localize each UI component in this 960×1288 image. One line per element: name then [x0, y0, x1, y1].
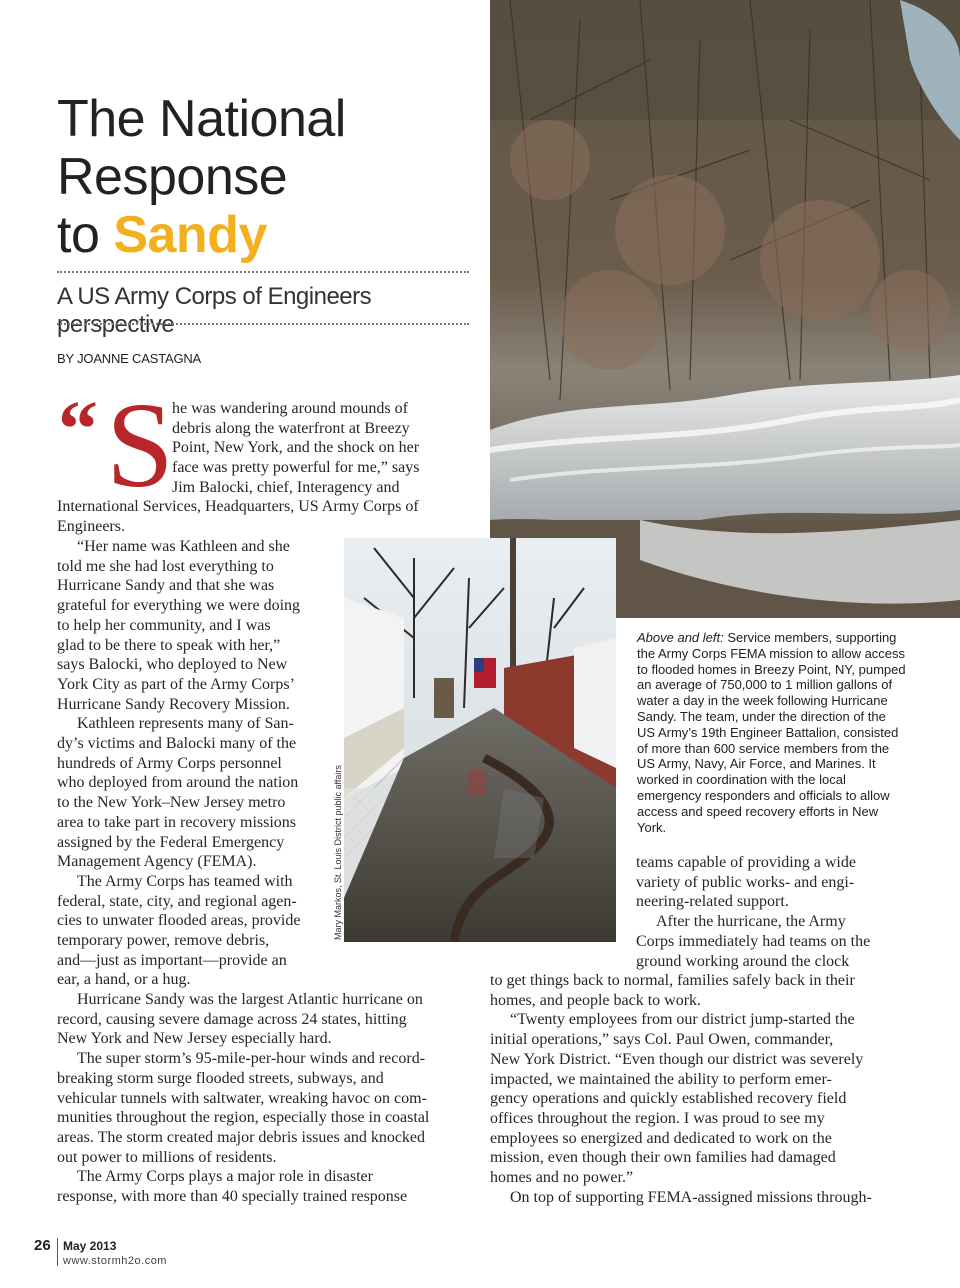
body-line: gency operations and quickly established recovery field	[490, 1090, 847, 1108]
body-line: ground working around the clock	[636, 952, 850, 970]
column-1-full-lines	[57, 497, 469, 536]
drop-cap	[58, 378, 174, 513]
title-line-2: Response	[57, 148, 288, 206]
body-line: Kathleen represents many of San-	[77, 715, 294, 733]
body-line: After the hurricane, the Army	[656, 913, 846, 931]
body-line: Hurricane Sandy Recovery Mission.	[57, 695, 290, 713]
column-1-intro	[172, 399, 472, 498]
body-line: who deployed from around the nation	[57, 774, 299, 792]
byline: BY JOANNE CASTAGNA	[57, 351, 202, 366]
body-line: “Her name was Kathleen and she	[77, 538, 290, 555]
title-line-1: The National	[57, 90, 346, 148]
column-1-narrow	[57, 537, 332, 990]
body-line: initial operations,” says Col. Paul Owen, commander,	[490, 1031, 834, 1049]
body-line: out power to millions of residents.	[57, 1148, 277, 1166]
title-divider-bottom	[57, 323, 469, 325]
body-line: York City as part of the Army Corps’	[57, 675, 295, 693]
column-1-bottom	[57, 990, 469, 1207]
body-line: Hurricane Sandy was the largest Atlantic hurricane on	[77, 991, 423, 1008]
drop-cap-letter: S	[106, 378, 174, 513]
body-line: vehicular tunnels with saltwater, wreaking havoc on com-	[57, 1089, 427, 1107]
body-line: face was pretty powerful for me,” says	[172, 459, 420, 477]
body-line: to the New York–New Jersey metro	[57, 794, 286, 812]
title-accent-word: Sandy	[113, 206, 267, 264]
body-line: teams capable of providing a wide	[636, 854, 856, 871]
body-line: and—just as important—provide an	[57, 951, 287, 969]
title-line-3	[57, 206, 477, 264]
body-line: homes and no power.”	[490, 1169, 634, 1187]
flooded-street-photo	[344, 538, 616, 942]
body-line: told me she had lost everything to	[57, 557, 274, 575]
body-line: offices throughout the region. I was proud to see my	[490, 1109, 825, 1127]
body-line: to get things back to normal, families safely back in their	[490, 972, 855, 989]
body-line: hundreds of Army Corps personnel	[57, 754, 282, 772]
article-subtitle: A US Army Corps of Engineers perspective	[57, 283, 372, 338]
page-number: 26	[34, 1237, 51, 1254]
caption-text: Service members, supporting the Army Corps FEMA mission to allow access to flooded homes in Breezy Point, NY, pumped an average of 750,000 to 1 million gallons of water a day in the week following Hurricane Sandy. The team, under the direction of the US Army’s 19th Engineer Battalion, consisted of more than 600 service members from the US Army, Navy, Air Force, and Marines. It worked in coordination with the local emergency responders and officials to allow access and speed recovery efforts in New York.	[637, 630, 906, 835]
body-line: cies to unwater flooded areas, provide	[57, 912, 301, 930]
body-line: grateful for everything we were doing	[57, 597, 301, 615]
body-line: impacted, we maintained the ability to perform emer-	[490, 1070, 832, 1088]
body-line: areas. The storm created major debris issues and knocked	[57, 1128, 426, 1146]
body-line: mission, even though their own families had damaged	[490, 1149, 836, 1167]
body-line: area to take part in recovery missions	[57, 813, 297, 831]
body-line: Hurricane Sandy and that she was	[57, 577, 275, 595]
body-line: Management Agency (FEMA).	[57, 853, 257, 871]
body-line: glad to be there to speak with her,”	[57, 636, 281, 654]
article-title	[57, 90, 477, 264]
body-line: response, with more than 40 specially trained response	[57, 1188, 408, 1206]
body-line: dy’s victims and Balocki many of the	[57, 735, 297, 753]
body-line: variety of public works- and engi-	[636, 873, 855, 891]
body-line: assigned by the Federal Emergency	[57, 833, 285, 851]
body-line: New York District. “Even though our district was severely	[490, 1050, 864, 1068]
column-2-bottom	[490, 971, 902, 1207]
body-line: to help her community, and I was	[57, 616, 271, 634]
body-line: record, causing severe damage across 24 states, hitting	[57, 1010, 407, 1028]
caption-lead: Above and left:	[637, 630, 724, 645]
body-line: “Twenty employees from our district jump-started the	[510, 1011, 855, 1029]
body-line: he was wandering around mounds of	[172, 400, 408, 417]
body-line: employees so energized and dedicated to work on the	[490, 1129, 832, 1147]
title-divider-top	[57, 271, 469, 273]
issue-date: May 2013	[63, 1239, 117, 1253]
body-line: The super storm’s 95-mile-per-hour winds and record-	[77, 1050, 426, 1068]
body-line: New York and New Jersey especially hard.	[57, 1030, 332, 1048]
body-line: Jim Balocki, chief, Interagency and	[172, 478, 400, 496]
body-line: ear, a hand, or a hug.	[57, 971, 191, 989]
drop-cap-quote: “	[58, 386, 98, 474]
body-line: neering-related support.	[636, 893, 789, 911]
body-line: Point, New York, and the shock on her	[172, 439, 420, 457]
body-line: The Army Corps has teamed with	[77, 872, 293, 890]
body-line: International Services, Headquarters, US Army Corps of	[57, 498, 419, 515]
body-line: munities throughout the region, especially those in coastal	[57, 1109, 430, 1127]
column-2-top	[636, 853, 908, 971]
body-line: federal, state, city, and regional agen-	[57, 892, 297, 910]
body-line: homes, and people back to work.	[490, 991, 702, 1009]
footer-divider	[57, 1238, 58, 1266]
body-line: breaking storm surge flooded streets, subways, and	[57, 1069, 384, 1087]
body-line: says Balocki, who deployed to New	[57, 656, 288, 674]
title-prefix: to	[57, 206, 114, 264]
body-line: Engineers.	[57, 517, 125, 535]
body-line: The Army Corps plays a major role in disaster	[77, 1168, 373, 1186]
body-line: Corps immediately had teams on the	[636, 932, 871, 950]
photo-caption	[637, 630, 907, 835]
flood-pumping-photo	[490, 0, 960, 618]
body-line: On top of supporting FEMA-assigned missions through-	[510, 1188, 872, 1206]
website-url[interactable]: www.stormh2o.com	[63, 1255, 167, 1267]
body-line: debris along the waterfront at Breezy	[172, 419, 410, 437]
body-line: temporary power, remove debris,	[57, 932, 270, 950]
